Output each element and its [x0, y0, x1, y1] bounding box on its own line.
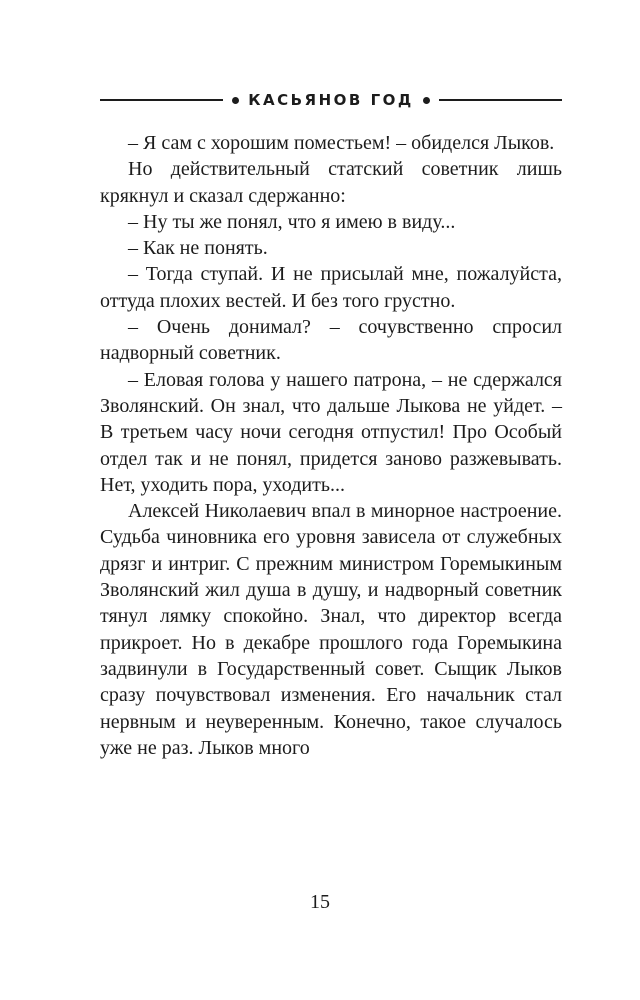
running-header: [100, 84, 562, 116]
paragraph: – Тогда ступай. И не присылай мне, пожалуйста, оттуда плохих вестей. И без того грустно.: [100, 263, 562, 312]
page-number: 15: [310, 891, 330, 913]
paragraph: – Как не понять.: [128, 237, 268, 260]
paragraph: Алексей Николаевич впал в минорное настроение. Судьба чиновника его уровня зависела от служебных дрязг и интриг. С прежним министром Горемыкиным Зволянский жил душа в душу, и надворный советник тянул лямку спокойно. Знал, что директор всегда прикроет. Но в декабре прошлого года Горемыкина задвинули в Государственный совет. Сыщик Лыков сразу почувствовал изменения. Его начальник стал нервным и неуверенным. Конечно, такое случалось уже не раз. Лыков много: [100, 500, 562, 759]
paragraph: – Очень донимал? – сочувственно спросил надворный советник.: [100, 316, 562, 365]
body-text: [100, 130, 562, 761]
header-rule-left: [100, 99, 223, 101]
running-title: КАСЬЯНОВ ГОД: [248, 91, 414, 109]
header-bullet-right: [423, 97, 430, 104]
paragraph: – Ну ты же понял, что я имею в виду...: [128, 210, 456, 233]
paragraph: – Еловая голова у нашего патрона, – не сдержался Зволянский. Он знал, что дальше Лыкова не уйдет. – В третьем часу ночи сегодня отпустил! Про Особый отдел так и не понял, придется заново разжевывать. Нет, уходить пора, уходить...: [100, 368, 562, 496]
header-rule-right: [439, 99, 562, 101]
header-bullet-left: [232, 97, 239, 104]
paragraph: – Я сам с хорошим поместьем! – обиделся Лыков.: [128, 132, 555, 154]
paragraph: Но действительный статский советник лишь крякнул и сказал сдержанно:: [100, 158, 562, 207]
